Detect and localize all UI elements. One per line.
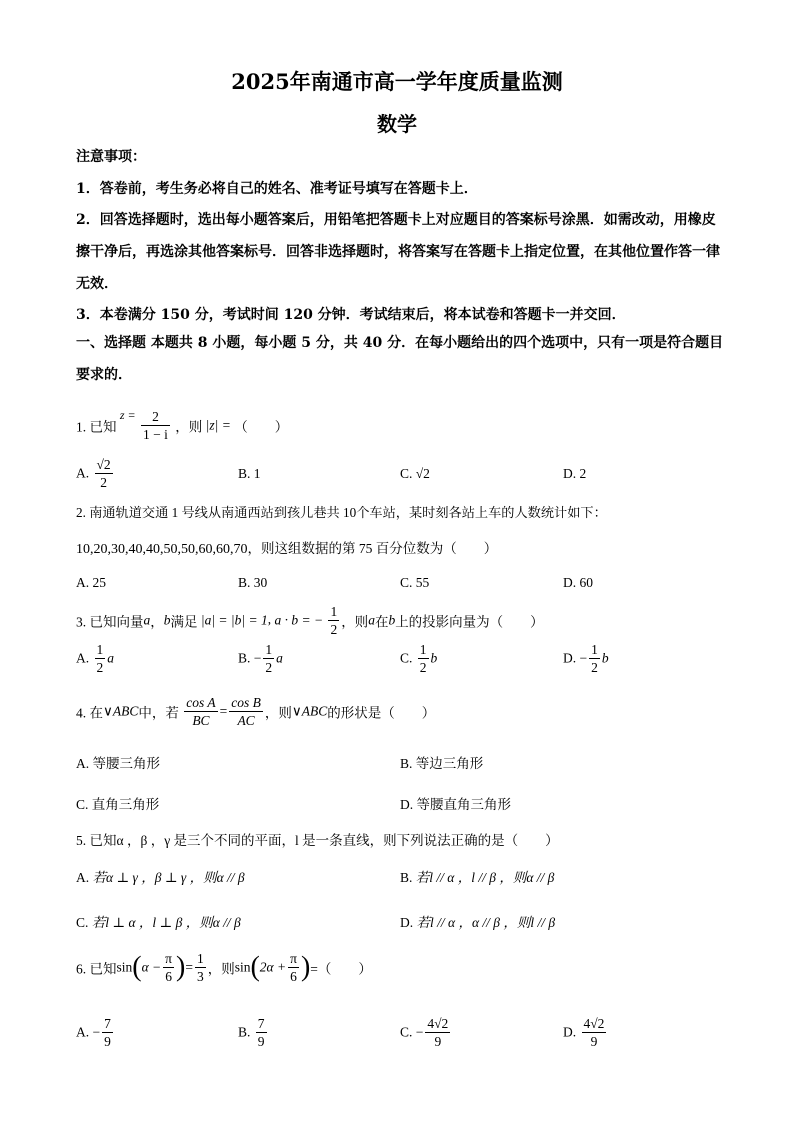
frac-num: 1	[591, 642, 598, 657]
option-text: 若l // α ，l // β ，则α // β	[415, 870, 555, 885]
q6-fraction-pi-2	[288, 950, 299, 985]
frac-num: 7	[104, 1016, 111, 1031]
question-2-line-2	[76, 537, 497, 558]
frac-num: π	[165, 951, 172, 966]
q1-prefix: 1. 已知	[76, 419, 117, 435]
q6-fraction-pi-1	[163, 950, 174, 985]
q1-blank: （ ）	[234, 419, 289, 435]
option-label: C.	[400, 466, 413, 481]
q4-triangle: ∨ABC	[103, 703, 139, 719]
q2-data: 10,20,30,40,40,50,50,60,60,70	[76, 542, 248, 557]
option-label: D.	[400, 915, 414, 930]
q4-option-a[interactable]	[76, 752, 160, 772]
option-label: D.	[563, 575, 577, 590]
option-vector: a	[276, 650, 283, 666]
q6-paren-open-2-icon: (	[250, 951, 260, 983]
frac-den: 9	[257, 1034, 265, 1049]
q3-cond: 满足	[170, 614, 198, 630]
frac-num: 4√2	[427, 1016, 449, 1031]
section-heading: 一、选择题 本题共 8 小题，每小题 5 分，共 40 分．在每小题给出的四个选项中，只有一项是符合题目要求的．	[76, 335, 724, 383]
option-label: C.	[400, 1024, 413, 1040]
notice-item-3: 3．本卷满分 150 分，考试时间 120 分钟．考试结束后，将本试卷和答题卡一并交回．	[76, 307, 626, 323]
option-sign: −	[92, 1024, 101, 1040]
option-text: 60	[579, 575, 593, 590]
q6-option-b[interactable]	[238, 1015, 269, 1050]
option-label: A.	[76, 575, 90, 590]
q1-option-a[interactable]	[76, 456, 115, 491]
q6-option-d[interactable]	[563, 1015, 608, 1050]
option-sign: −	[579, 650, 588, 666]
q6-option-c[interactable]	[400, 1015, 452, 1050]
option-fraction	[95, 641, 106, 676]
q4-fraction-1	[184, 694, 217, 729]
q6-eq: =	[185, 959, 193, 975]
notice-item-1: 1．答卷前，考生务必将自己的姓名、准考证号填写在答题卡上．	[76, 181, 478, 197]
frac-den: 2	[330, 622, 338, 637]
option-text: 等边三角形	[415, 756, 484, 771]
exam-title: 2025年南通市高一学年度质量监测	[231, 69, 563, 94]
option-sign: −	[415, 1024, 424, 1040]
q3-text2: ，则	[341, 614, 369, 630]
option-text: 等腰直角三角形	[416, 797, 511, 812]
q3-vector-b2: b	[388, 612, 396, 628]
option-text: 若l // α ，α // β ，则l // β	[416, 915, 556, 930]
option-label: C.	[400, 650, 413, 666]
frac-den: AC	[237, 713, 255, 728]
q2-option-b[interactable]	[238, 575, 267, 591]
q6-paren-close-2-icon: )	[300, 951, 311, 983]
question-2-line-1: 2. 南通轨道交通 1 号线从南通西站到孩儿巷共 10个车站，某时刻各站上车的人数统计如下：	[76, 505, 607, 520]
q3-fraction	[328, 603, 339, 638]
q5-option-a[interactable]	[76, 866, 245, 886]
frac-num: √2	[96, 457, 111, 472]
q1-formula-lhs: z =	[119, 408, 136, 422]
frac-den: 2	[96, 660, 104, 675]
q5-option-d[interactable]	[400, 911, 555, 931]
q3-option-c[interactable]	[400, 641, 437, 676]
option-vector: b	[430, 650, 438, 666]
q3-dot: a · b = −	[274, 612, 324, 628]
frac-den: 6	[290, 969, 297, 984]
frac-num: 1	[330, 604, 338, 619]
q3-text3: 在	[374, 614, 389, 630]
option-text: 等腰三角形	[92, 756, 160, 771]
q6-paren-close-icon: )	[176, 951, 186, 983]
option-label: B.	[238, 575, 251, 590]
option-label: C.	[76, 797, 89, 812]
option-label: C.	[400, 575, 413, 590]
frac-num: 1	[265, 642, 273, 657]
option-label: B.	[400, 870, 413, 885]
option-vector: a	[107, 650, 114, 666]
option-label: A.	[76, 870, 90, 885]
question-1	[76, 408, 288, 443]
option-label: C.	[76, 915, 89, 930]
q6-sin-1: sin	[116, 959, 133, 975]
q4-eq: =	[219, 703, 228, 719]
q6-arg-1: α −	[141, 959, 162, 975]
option-label: A.	[76, 1024, 90, 1040]
option-vector: b	[601, 650, 609, 666]
option-text: 1	[253, 466, 261, 481]
frac-num: 1	[96, 642, 104, 657]
option-text: 55	[415, 575, 430, 590]
q1-frac-num: 2	[141, 408, 170, 426]
subject-title: 数学	[377, 112, 417, 136]
option-label: D.	[563, 650, 577, 666]
q5-option-b[interactable]	[400, 866, 554, 886]
q3-option-a[interactable]	[76, 641, 114, 676]
q1-fraction	[141, 408, 170, 443]
q1-option-c[interactable]	[400, 466, 430, 482]
option-text: 直角三角形	[91, 797, 160, 812]
frac-den: 2	[591, 660, 598, 675]
option-label: D.	[563, 466, 577, 481]
frac-num: cos A	[186, 695, 216, 710]
frac-num: 7	[257, 1016, 265, 1031]
frac-den: 9	[104, 1034, 111, 1049]
frac-den: 9	[434, 1034, 442, 1049]
option-label: B.	[238, 1024, 251, 1040]
option-label: B.	[400, 756, 413, 771]
q3-vector-a: a	[143, 612, 151, 628]
option-text: √2	[415, 466, 430, 481]
frac-num: cos B	[231, 695, 261, 710]
option-fraction	[425, 1015, 450, 1050]
option-label: B.	[238, 650, 251, 666]
option-fraction	[102, 1015, 113, 1050]
option-fraction	[418, 641, 429, 676]
frac-den: 2	[100, 475, 107, 490]
q3-norm: |a| = |b| = 1	[200, 612, 268, 628]
option-text: 25	[92, 575, 106, 590]
frac-den: 3	[196, 969, 204, 984]
option-label: D.	[400, 797, 414, 812]
q6-prefix: 6. 已知	[76, 961, 117, 977]
question-3: 3. 已知向量a，b满足 |a| = |b| = 1, a · b = − $\frac{1}{2}$ ，则a在b上的投影向量为（ ）	[76, 604, 544, 637]
option-label: A.	[76, 465, 90, 481]
question-4	[76, 694, 435, 729]
q6-paren-open-icon: (	[132, 951, 142, 983]
option-label: D.	[563, 1024, 577, 1040]
q1-abs: |z| =	[205, 417, 231, 433]
q4-suffix: ，则	[264, 705, 292, 721]
q6-sin-2: sin	[234, 959, 251, 975]
q4-fraction-2	[229, 694, 263, 729]
q1-suffix: ，则	[175, 419, 203, 435]
q1-frac-den: 1 − i	[143, 427, 168, 442]
option-fraction	[263, 641, 274, 676]
q2-option-a[interactable]	[76, 575, 106, 591]
frac-num: 1	[196, 951, 204, 966]
question-6	[76, 950, 372, 985]
q4-option-b[interactable]	[400, 752, 483, 772]
option-text: 2	[579, 466, 587, 481]
frac-num: π	[290, 951, 297, 966]
q3-prefix: 3. 已知向量	[76, 614, 144, 630]
q3-vector-b: b	[163, 612, 171, 628]
q5-option-c[interactable]	[76, 911, 241, 931]
q1-option-b[interactable]	[238, 466, 261, 482]
frac-den: 6	[165, 969, 172, 984]
q4-option-d[interactable]	[400, 793, 511, 813]
q3-option-d[interactable]	[563, 641, 609, 676]
frac-den: 2	[419, 660, 427, 675]
notice-heading: 注意事项：	[76, 149, 146, 165]
option-fraction	[582, 1015, 607, 1050]
frac-num: 4√2	[583, 1016, 605, 1031]
q4-option-c[interactable]	[76, 793, 159, 813]
q2-option-c[interactable]	[400, 575, 429, 591]
q4-end: 的形状是（ ）	[327, 705, 436, 721]
q4-prefix: 4. 在	[76, 705, 103, 721]
q3-comma: ，	[150, 614, 164, 630]
frac-den: 9	[590, 1034, 598, 1049]
question-5: 5. 已知α ，β ，γ 是三个不同的平面，l 是一条直线，则下列说法正确的是（ ）	[76, 833, 559, 848]
option-sign: −	[253, 650, 262, 666]
q6-fraction-third	[195, 950, 206, 985]
frac-den: BC	[192, 713, 210, 728]
option-text: 若α ⊥ γ ，β ⊥ γ ，则α // β	[92, 870, 245, 885]
frac-num: 1	[419, 642, 427, 657]
option-text: 30	[253, 575, 268, 590]
q6-arg-2: 2α +	[259, 959, 287, 975]
option-fraction	[589, 641, 600, 676]
option-fraction	[256, 1015, 267, 1050]
q2-text: ，则这组数据的第 75 百分位数为（ ）	[247, 541, 498, 556]
option-label: B.	[238, 466, 251, 481]
q4-mid: 中，若	[138, 705, 179, 721]
q6-option-a[interactable]	[76, 1015, 115, 1050]
option-label: A.	[76, 756, 90, 771]
q3-option-b[interactable]	[238, 641, 283, 676]
option-label: A.	[76, 650, 90, 666]
q2-option-d[interactable]	[563, 575, 593, 591]
q3-text4: 上的投影向量为（ ）	[395, 614, 544, 630]
option-text: 若l ⊥ α ，l ⊥ β ，则α // β	[91, 915, 241, 930]
q1-option-d[interactable]	[563, 466, 586, 482]
q6-mid: ，则	[207, 961, 235, 977]
q4-triangle-2: ∨ABC	[291, 703, 328, 719]
q6-end: =（ ）	[310, 961, 372, 977]
q3-vector-a2: a	[368, 612, 375, 628]
notice-item-2: 2．回答选择题时，选出每小题答案后，用铅笔把答题卡上对应题目的答案标号涂黑．如需改动，用橡皮擦干净后，再选涂其他答案标号．回答非选择题时，将答案写在答题卡上指定位置，在其他位置作答一律无效．	[76, 212, 720, 292]
frac-den: 2	[265, 660, 273, 675]
q1-a-fraction	[95, 456, 113, 491]
